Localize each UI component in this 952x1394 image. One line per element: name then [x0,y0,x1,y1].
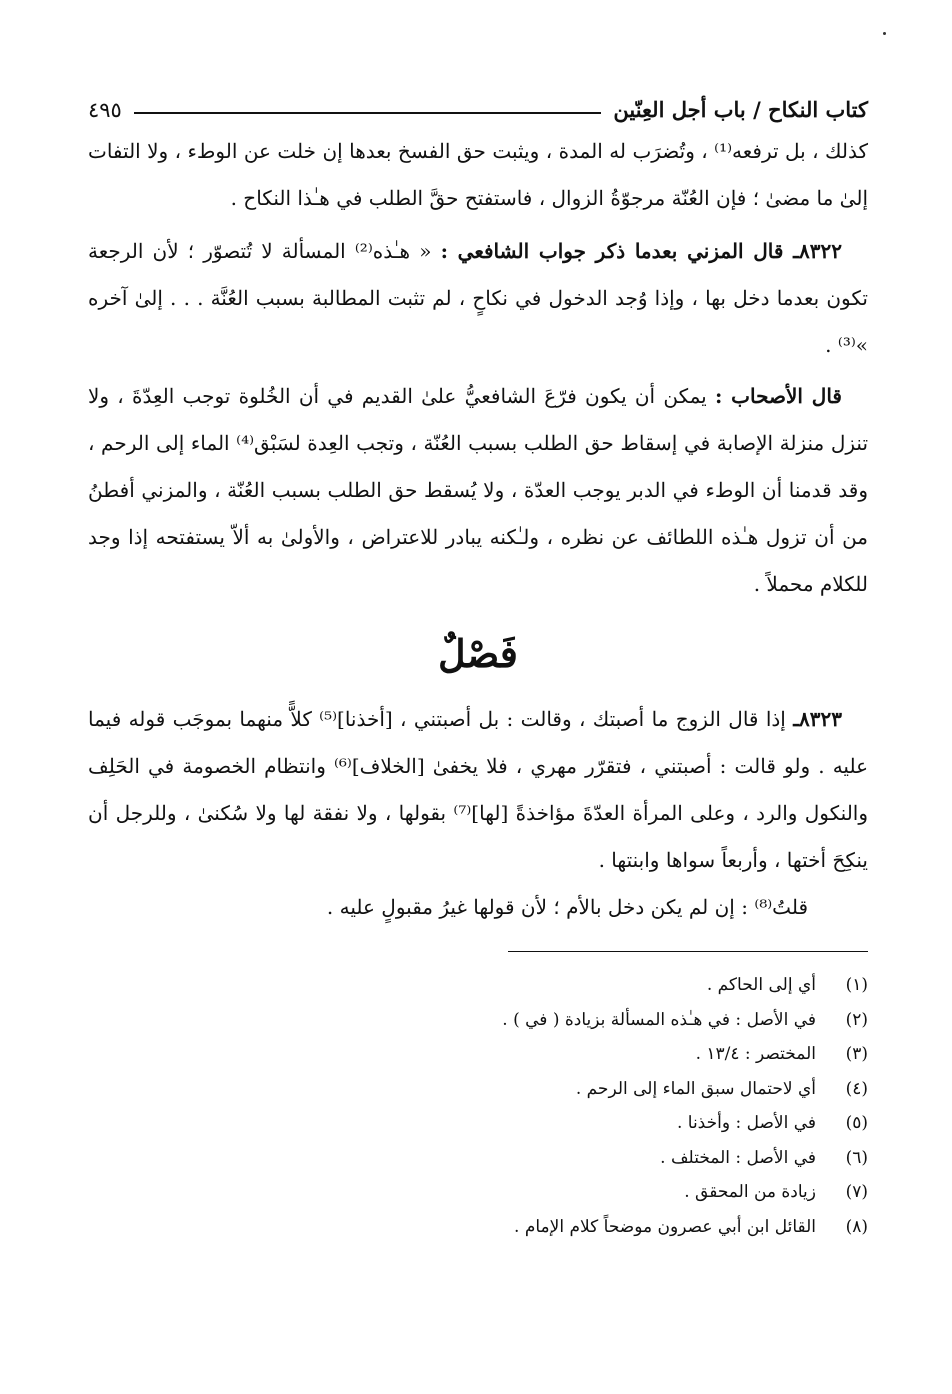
paragraph-ashab-body: يمكن أن يكون فرّعَ الشافعيُّ علىٰ القديم في أن الخُلوة توجب العِدّةَ ، ولا تنزل منزلة الإصابة في إسقاط حق الطلب بسبب العُنّة ، وتجب العِدة لسَبْق⁽⁴⁾ الماء إلى الرحم ، وقد قدمنا أن الوطء في الدبر يوجب العدّة ، ولا يُسقط حق الطلب بسبب العُنّة ، والمزني أفطنُ من أن تزول هـٰذه اللطائف عن نظره ، ولـٰكنه يبادر للاعتراض ، والأولىٰ به ألاّ يستفتحه إذا وجد للكلام محملاً . [88,384,869,596]
page-number: ٤٩٥ [88,98,122,122]
paragraph-ashab [88,373,868,608]
chapter-title: كتاب النكاح / باب أجل العِنّين [613,97,868,122]
footnote [88,968,868,1003]
header-rule [134,112,602,114]
footnote-number: (٣) [845,1044,868,1064]
paragraph-8322-body: « هـٰذه⁽²⁾ المسألة لا تُتصوّر ؛ لأن الرجعة تكون بعدما دخل بها ، وإذا وُجد الدخول في نكاحٍ ، لم تثبت المطالبة بسبب العُنَّة . . . إلىٰ آخره »⁽³⁾ . [88,239,868,357]
footnote [88,1003,868,1038]
footnote-number: (٥) [845,1113,868,1133]
section-heading-fasl: فَصْلٌ [438,631,518,676]
running-header [88,78,868,122]
scan-speck [883,32,886,35]
footnote-number: (٦) [845,1147,868,1168]
footnote [88,1037,868,1072]
footnote-separator [508,951,868,952]
footnote-text: في الأصل : وأخذنا . [676,1113,816,1133]
paragraph-8322-lead: ٨٣٢٢ـ قال المزني بعدما ذكر جواب الشافعي : [440,239,843,263]
footnote-number: (٤) [845,1078,868,1099]
paragraph-8323 [88,696,868,884]
footnote [88,1141,868,1176]
footnote-text: أي إلى الحاكم . [706,975,816,995]
footnote-text: زيادة من المحقق . [684,1182,816,1202]
page [88,78,868,1244]
footnote-text: في الأصل : في هـٰذه المسألة بزيادة ( في ) . [502,1009,816,1030]
footnote-text: في الأصل : المختلف . [660,1147,816,1168]
footnote-number: (٢) [845,1009,868,1030]
footnote-number: (١) [845,975,868,995]
footnote [88,1175,868,1210]
footnote [88,1072,868,1107]
footnote-text: أي لاحتمال سبق الماء إلى الرحم . [575,1078,816,1099]
footnote-number: (٨) [845,1216,868,1237]
footnote-text: المختصر : ١٣/٤ . [695,1044,816,1064]
paragraph-8323-lead: ٨٣٢٣ـ [793,707,843,731]
paragraph-ashab-lead: قال الأصحاب : [714,384,842,408]
footnote-number: (٧) [845,1182,868,1202]
footnote [88,1210,868,1245]
footnote-text: القائل ابن أبي عصرون موضحاً كلام الإمام . [514,1216,816,1237]
paragraph-8322 [88,228,868,369]
footnote [88,1106,868,1141]
paragraph-qultu: قلتُ⁽⁸⁾ : إن لم يكن دخل بالأم ؛ لأن قولها غيرُ مقبولٍ عليه . [326,895,808,919]
footnotes [88,968,868,1244]
paragraph-8323-body: إذا قال الزوج ما أصبتك ، وقالت : بل أصبتني ، [أخذنا]⁽⁵⁾ كلاًّ منهما بموجَب قوله فيما عليه . ولو قالت : أصبتني ، فتقرّر مهري ، فلا يخفىٰ [الخلاف]⁽⁶⁾ وانتظام الخصومة في الحَلِف والنكول والرد ، وعلى المرأة العدّةَ مؤاخذةً [لها]⁽⁷⁾ بقولها ، ولا نفقة لها ولا سُكنىٰ ، وللرجل أن ينكِحَ أختها ، وأربعاً سواها وابنتها . [88,707,869,872]
paragraph-continuation: كذلك ، بل ترفعه⁽¹⁾ ، وتُضرَب له المدة ، ويثبت حق الفسخ بعدها إن خلت عن الوطء ، ولا التفات إلىٰ ما مضىٰ ؛ فإن العُنّة مرجوّةُ الزوال ، فاستفتح حقَّ الطلب في هـٰذا النكاح . [88,139,869,210]
